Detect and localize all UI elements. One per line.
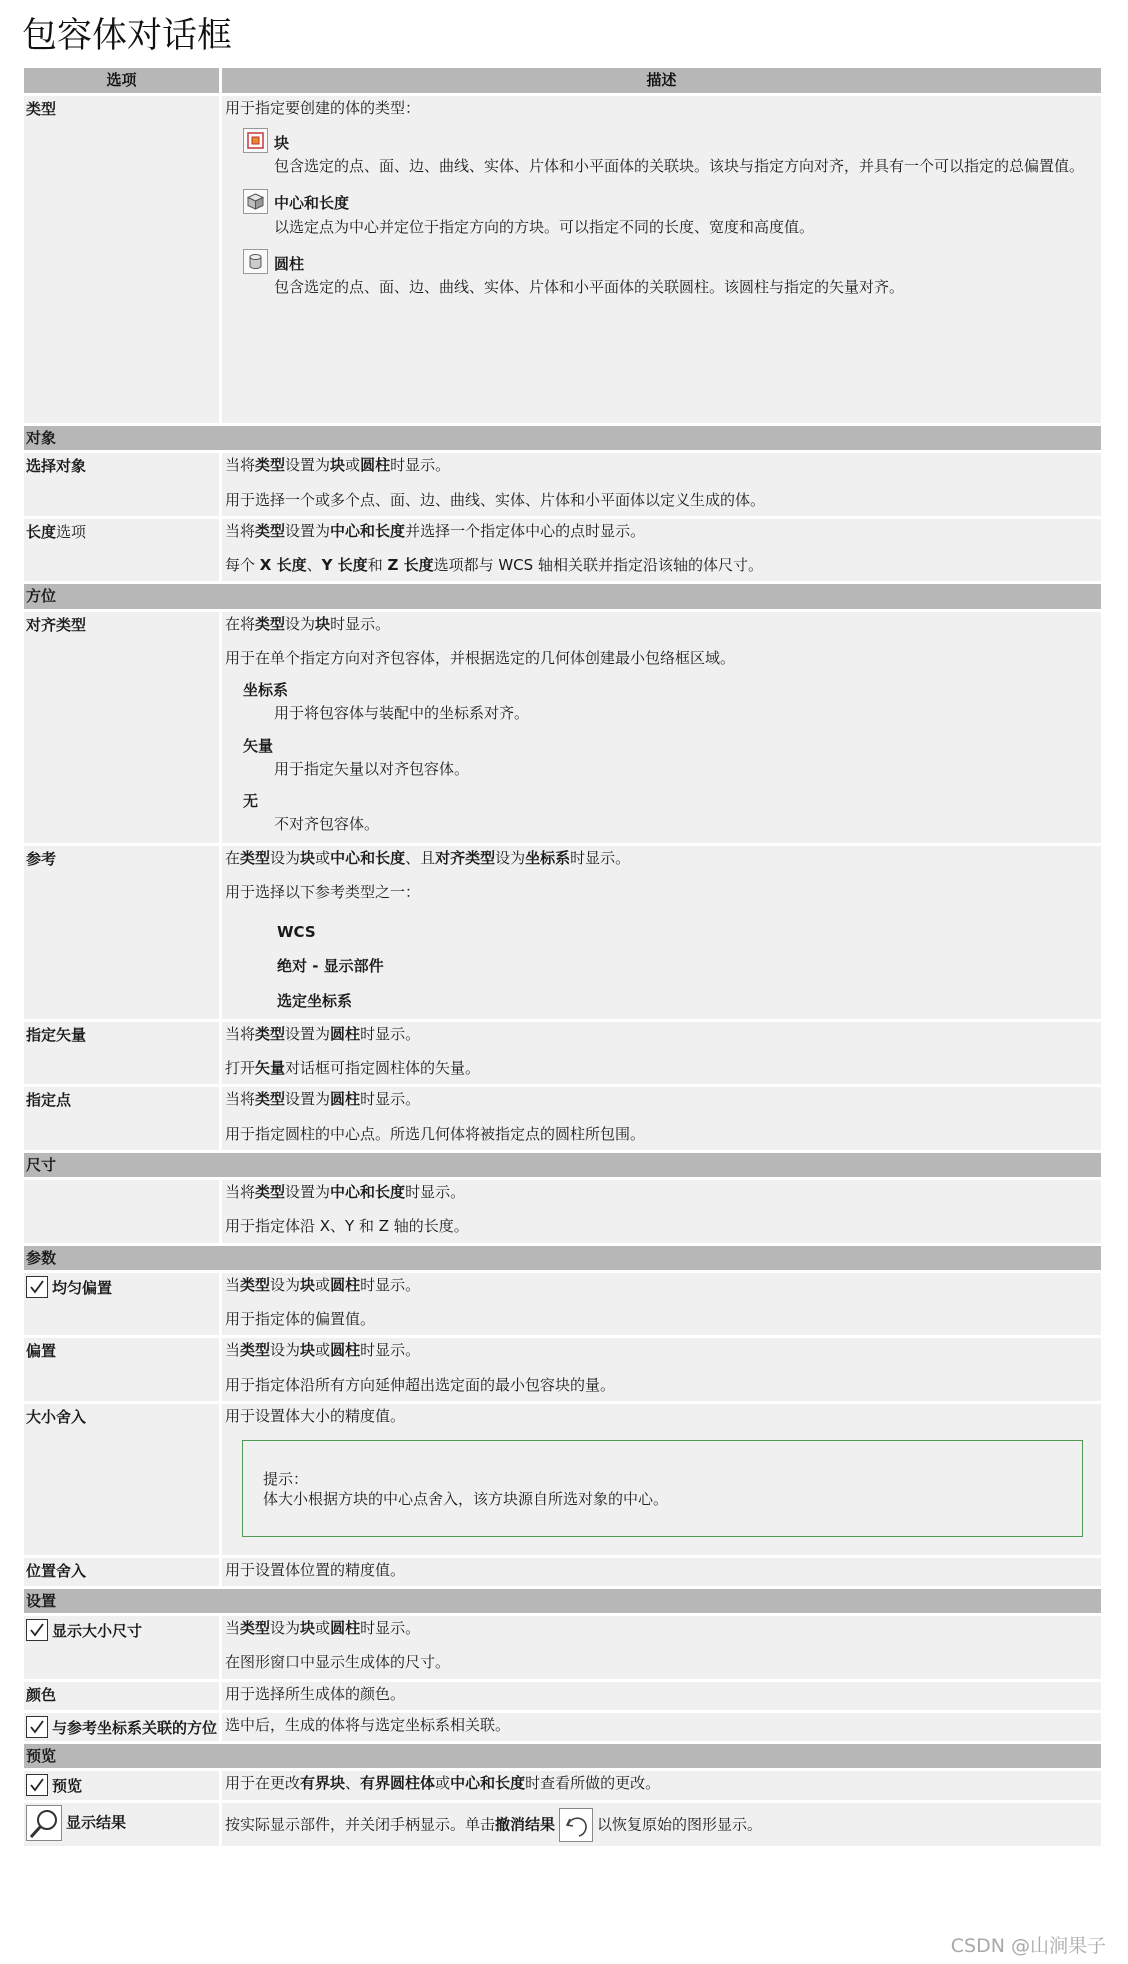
table-row [24, 1555, 1104, 1586]
desc-round-size: 用于设置体大小的精度值。 提示： 体大小根据方块的中心点舍入，该方块源自所选对象的中心。 [222, 1401, 1104, 1555]
desc-length: 当将类型设置为中心和长度并选择一个指定体中心的点时显示。 每个 X 长度、Y 长度和 Z 长度选项都与 WCS 轴相关联并指定沿该轴的体尺寸。 [222, 516, 1104, 582]
table-header [24, 68, 1104, 93]
option-offset: 偏置 [24, 1335, 222, 1401]
option-color: 颜色 [24, 1679, 222, 1710]
option-select-object: 选择对象 [24, 450, 222, 516]
desc-type [222, 93, 1104, 423]
option-length: 长度选项 [24, 516, 222, 582]
align-item-none: 无 不对齐包容体。 [243, 792, 380, 834]
checkbox-checked-icon[interactable] [26, 1774, 48, 1796]
type-item-center-length [243, 189, 1097, 237]
section-parameters: 参数 [24, 1243, 1104, 1270]
reference-item-absolute: 绝对 - 显示部件 [277, 957, 384, 976]
option-show-result: 显示结果 [24, 1800, 222, 1846]
reference-list [277, 922, 1097, 1011]
option-specify-point: 指定点 [24, 1084, 222, 1150]
cube-icon [243, 189, 268, 214]
desc-round-position: 用于设置体位置的精度值。 [222, 1555, 1104, 1586]
desc-specify-point: 当将类型设置为圆柱时显示。 用于指定圆柱的中心点。所选几何体将被指定点的圆柱所包围。 [222, 1084, 1104, 1150]
desc-preview: 用于在更改有界块、有界圆柱体或中心和长度时查看所做的更改。 [222, 1768, 1104, 1799]
watermark: CSDN @山涧果子 [950, 1935, 1106, 1957]
type-item-text: 包含选定的点、面、边、曲线、实体、片体和小平面体的关联块。该块与指定方向对齐，并具有一个可以指定的总偏置值。 [274, 157, 1085, 176]
type-item-text: 以选定点为中心并定位于指定方向的方块。可以指定不同的长度、宽度和高度值。 [274, 217, 815, 236]
page-title: 包容体对话框 [22, 16, 233, 56]
table-row [24, 1270, 1104, 1336]
desc-reference: 在类型设为块或中心和长度、且对齐类型设为坐标系时显示。 用于选择以下参考类型之一： WCS 绝对 - 显示部件 选定坐标系 [222, 843, 1104, 1019]
option-round-size: 大小舍入 [24, 1401, 222, 1555]
align-item-csys: 坐标系 用于将包容体与装配中的坐标系对齐。 [243, 681, 530, 723]
table-row [24, 516, 1104, 582]
desc-show-size: 当类型设为块或圆柱时显示。 在图形窗口中显示生成体的尺寸。 [222, 1613, 1104, 1679]
magnifier-icon[interactable] [26, 1805, 62, 1841]
type-item-block [243, 128, 1097, 176]
desc-size: 当将类型设置为中心和长度时显示。 用于指定体沿 X、Y 和 Z 轴的长度。 [222, 1177, 1104, 1243]
option-specify-vector: 指定矢量 [24, 1019, 222, 1085]
table-row [24, 1401, 1104, 1555]
type-item-text: 包含选定的点、面、边、曲线、实体、片体和小平面体的关联圆柱。该圆柱与指定的矢量对齐。 [274, 277, 905, 296]
tip-text: 体大小根据方块的中心点舍入，该方块源自所选对象的中心。 [263, 1490, 669, 1509]
desc-assoc-csys: 选中后，生成的体将与选定坐标系相关联。 [222, 1710, 1104, 1741]
undo-icon[interactable] [559, 1808, 593, 1842]
table-row [24, 1768, 1104, 1799]
table-row [24, 1019, 1104, 1085]
header-option: 选项 [24, 68, 222, 93]
reference-item-wcs: WCS [277, 923, 316, 941]
desc-offset: 当类型设为块或圆柱时显示。 用于指定体沿所有方向延伸超出选定面的最小包容块的量。 [222, 1335, 1104, 1401]
block-icon [243, 128, 268, 153]
type-item-title: 中心和长度 [274, 194, 350, 213]
section-orientation: 方位 [24, 581, 1104, 608]
option-align-type: 对齐类型 [24, 609, 222, 843]
type-intro: 用于指定要创建的体的类型： [225, 99, 421, 117]
option-round-position: 位置舍入 [24, 1555, 222, 1586]
section-size: 尺寸 [24, 1150, 1104, 1177]
table-row [24, 843, 1104, 1019]
desc-uniform-offset: 当类型设为块或圆柱时显示。 用于指定体的偏置值。 [222, 1270, 1104, 1336]
table-row [24, 1084, 1104, 1150]
option-assoc-csys: 与参考坐标系关联的方位 [24, 1710, 222, 1741]
checkbox-checked-icon[interactable] [26, 1619, 48, 1641]
table-row [24, 450, 1104, 516]
table-row [24, 609, 1104, 843]
section-preview: 预览 [24, 1741, 1104, 1768]
type-item-cylinder [243, 249, 1097, 297]
desc-specify-vector: 当将类型设置为圆柱时显示。 打开矢量对话框可指定圆柱体的矢量。 [222, 1019, 1104, 1085]
type-item-title: 块 [274, 134, 290, 152]
desc-align-type: 在将类型设为块时显示。 用于在单个指定方向对齐包容体，并根据选定的几何体创建最小包络框区域。 坐标系 用于将包容体与装配中的坐标系对齐。 矢量 用于指定矢量以对齐包容体。 无 不对齐包容体。 [222, 609, 1104, 843]
options-table [24, 68, 1104, 1846]
option-preview: 预览 [24, 1768, 222, 1799]
desc-show-result: 按实际显示部件，并关闭手柄显示。单击撤消结果 以恢复原始的图形显示。 [222, 1800, 1104, 1846]
type-item-title: 圆柱 [274, 254, 305, 273]
option-uniform-offset: 均匀偏置 [24, 1270, 222, 1336]
tip-title: 提示： [263, 1470, 309, 1488]
table-row [24, 93, 1104, 423]
section-settings: 设置 [24, 1586, 1104, 1613]
align-item-vector: 矢量 用于指定矢量以对齐包容体。 [243, 736, 470, 778]
table-row [24, 1177, 1104, 1243]
desc-color: 用于选择所生成体的颜色。 [222, 1679, 1104, 1710]
table-row [24, 1800, 1104, 1846]
desc-select-object: 当将类型设置为块或圆柱时显示。 用于选择一个或多个点、面、边、曲线、实体、片体和小平面体以定义生成的体。 [222, 450, 1104, 516]
tip-box [242, 1440, 1083, 1537]
cylinder-icon [243, 249, 268, 274]
checkbox-checked-icon[interactable] [26, 1276, 48, 1298]
table-row [24, 1613, 1104, 1679]
option-reference: 参考 [24, 843, 222, 1019]
table-row [24, 1679, 1104, 1710]
section-object: 对象 [24, 423, 1104, 450]
table-row [24, 1710, 1104, 1741]
table-row [24, 1335, 1104, 1401]
reference-item-selected-csys: 选定坐标系 [277, 991, 353, 1010]
option-type: 类型 [24, 93, 222, 423]
option-show-size: 显示大小尺寸 [24, 1613, 222, 1679]
option-size [24, 1177, 222, 1243]
checkbox-checked-icon[interactable] [26, 1716, 48, 1738]
header-description: 描述 [222, 68, 1104, 93]
